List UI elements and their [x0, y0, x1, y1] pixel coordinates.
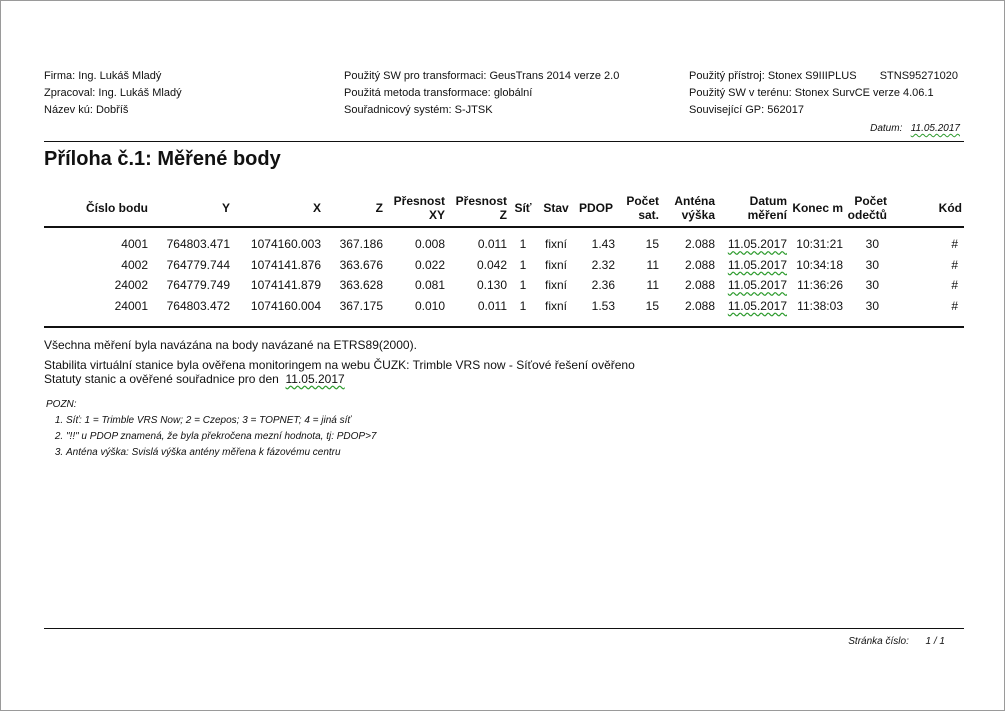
souvisejici-gp-row: Související GP: 562017: [689, 104, 804, 116]
notes: [44, 338, 635, 386]
nazev-ku-row: Název kú: Dobříš: [44, 104, 129, 116]
header-middle: [344, 68, 619, 119]
sw-teren-row: Použitý SW v terénu: Stonex SurvCE verze 4.06.1: [689, 87, 934, 99]
serial-number: STNS95271020: [879, 70, 958, 82]
page-title: Příloha č.1: Měřené body: [44, 148, 281, 170]
col-cislo-bodu: Číslo bodu: [86, 201, 148, 215]
page-number: Stránka číslo: 1 / 1: [848, 636, 945, 647]
col-pocet-sat: Počet sat.: [626, 194, 659, 222]
col-sit: Síť: [514, 201, 532, 215]
col-kod: Kód: [938, 201, 962, 215]
pozn-item: 2. "!!" u PDOP znamená, že byla překročena mezní hodnota, tj: PDOP>7: [66, 429, 377, 445]
table-row: 24001 764803.472 1074160.004 367.175 0.010 0.011 1 fixní 1.53 15 2.088 11.05.2017 11:38:03 30 #: [114, 298, 958, 313]
table-row: 24002 764779.749 1074141.879 363.628 0.081 0.130 1 fixní 2.36 11 2.088 11.05.2017 11:36:26 30 #: [114, 278, 958, 293]
col-pdop: PDOP: [578, 201, 613, 215]
col-stav: Stav: [543, 201, 569, 215]
col-z: Z: [375, 201, 383, 215]
col-presnost-xy: Přesnost XY: [393, 194, 445, 222]
table-header-row: [44, 190, 964, 227]
col-pocet-odectu: Počet odečtů: [847, 194, 887, 222]
pozn-section: [46, 397, 377, 461]
col-konec-m: Konec m: [792, 201, 843, 215]
header-left: [44, 68, 182, 119]
measured-points-table: [44, 190, 964, 316]
header-divider: [44, 141, 964, 142]
table-row: 4001 764803.471 1074160.003 367.186 0.008 0.011 1 fixní 1.43 15 2.088 11.05.2017 10:31:21 30 #: [121, 237, 958, 252]
pozn-title: POZN:: [46, 399, 77, 410]
note-etrs: Všechna měření byla navázána na body navázané na ETRS89(2000).: [44, 338, 417, 352]
header-right: [689, 68, 964, 119]
note-statuty: Statuty stanic a ověřené souřadnice pro den 11.05.2017: [44, 372, 345, 386]
souradnicovy-system-row: Souřadnicový systém: S-JTSK: [344, 104, 493, 116]
col-antena-vyska: Anténa výška: [674, 194, 715, 222]
zpracoval-row: Zpracoval: Ing. Lukáš Mladý: [44, 87, 182, 99]
table-row: 4002 764779.744 1074141.876 363.676 0.022 0.042 1 fixní 2.32 11 2.088 11.05.2017 10:34:18 30 #: [121, 257, 958, 272]
footer-divider: [44, 628, 964, 629]
sw-transformace-row: Použitý SW pro transformaci: GeusTrans 2014 verze 2.0: [344, 70, 620, 82]
pristroj-row: Použitý přístroj: Stonex S9IIIPLUS STNS95271020: [689, 68, 964, 85]
col-presnost-z: Přesnost Z: [455, 194, 507, 222]
pozn-item: 3. Anténa výška: Svislá výška antény měřena k fázovému centru: [66, 445, 377, 461]
col-datum-mereni: Datum měření: [747, 194, 787, 222]
table-bottom-rule: [44, 326, 964, 328]
pozn-list: [46, 413, 377, 461]
note-stabilita: Stabilita virtuální stanice byla ověřena monitoringem na webu ČUZK: Trimble VRS now - Síťové řešení ověřeno: [44, 358, 635, 372]
datum: Datum: 11.05.2017: [870, 123, 960, 134]
firma-row: Firma: Ing. Lukáš Mladý: [44, 70, 162, 82]
pozn-item: 1. Síť: 1 = Trimble VRS Now; 2 = Czepos; 3 = TOPNET; 4 = jiná síť: [66, 413, 377, 429]
metoda-transformace-row: Použitá metoda transformace: globální: [344, 87, 533, 99]
col-y: Y: [221, 201, 230, 215]
col-x: X: [312, 201, 321, 215]
